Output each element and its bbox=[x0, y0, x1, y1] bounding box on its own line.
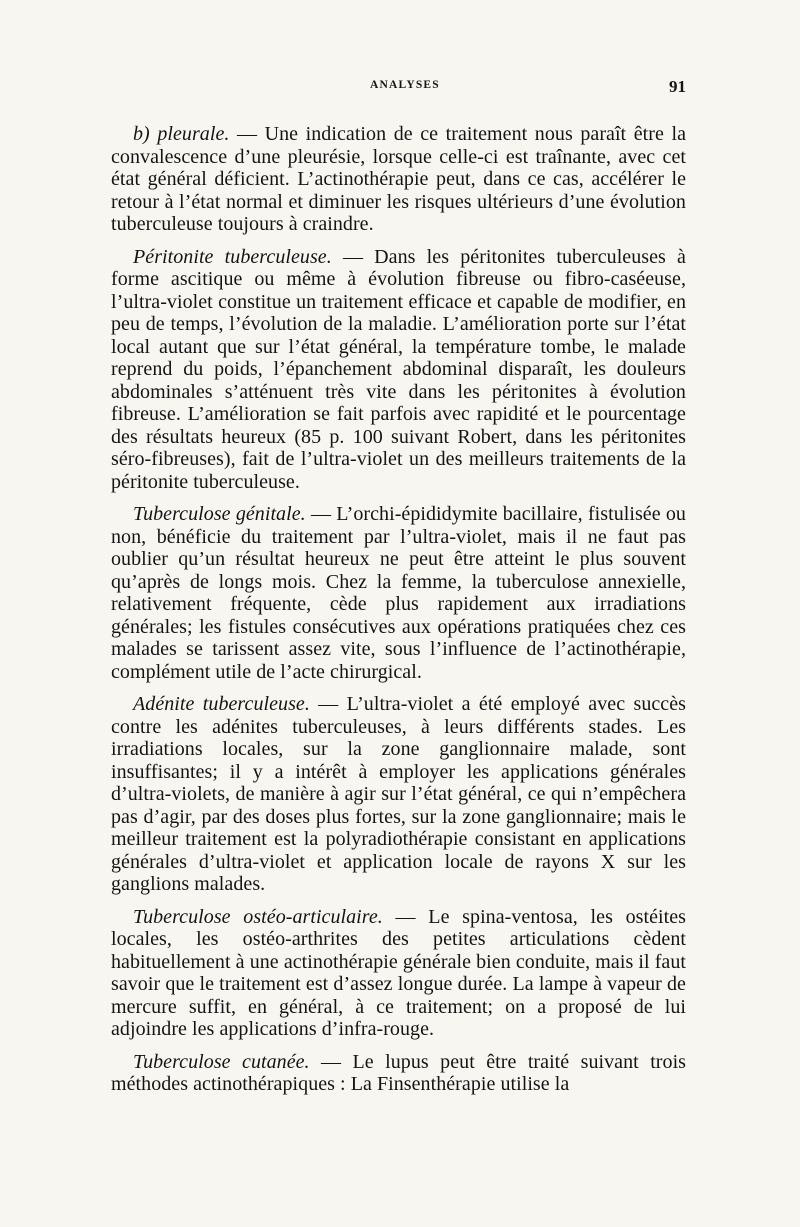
running-head: ANALYSES bbox=[370, 79, 440, 91]
paragraph-text: — Dans les péritonites tuberculeuses à forme ascitique ou même à évolution fibreuse ou fibro-caséeuse, l’ultra-violet constitue un traitement efficace et capable de modifier, en peu de temps, l’évolution de la maladie. L’amélioration porte sur l’état local autant que sur l’état général, la température tombe, le malade reprend du poids, l’épanchement abdominal disparaît, les douleurs abdominales s’atténuent très vite dans les péritonites à évolution fibreuse. L’amélioration se fait parfois avec rapidité et le pourcentage des résultats heureux (85 p. 100 suivant Robert, dans les péritonites séro-fibreuses), fait de l’ultra-violet un des meilleurs traitements de la péritonite tuberculeuse. bbox=[111, 245, 686, 493]
paragraph-text: — Le lupus peut être traité suivant trois méthodes actinothérapiques : La Finsenthérapie utilise la bbox=[111, 1050, 687, 1095]
paragraph-text: — Le spina-ventosa, les ostéites locales, les ostéo-arthrites des petites articulations cèdent habituellement à une actinothérapie générale bien conduite, mais il faut savoir que le traitement est d’assez longue durée. La lampe à vapeur de mercure suffit, en général, à ce traitement; on a proposé de lui adjoindre les applications d’infra-rouge. bbox=[111, 905, 686, 1040]
section-heading: Tuberculose ostéo-articulaire. bbox=[133, 905, 383, 928]
section-heading: Tuberculose génitale. bbox=[133, 503, 306, 525]
page-header bbox=[108, 77, 686, 103]
section-heading: Adénite tuberculeuse. bbox=[133, 693, 310, 715]
section-heading: b) pleurale. bbox=[133, 123, 230, 145]
page-number: 91 bbox=[669, 77, 686, 96]
paragraph-cutanee bbox=[111, 1051, 686, 1096]
paragraph-tuberculose-genitale bbox=[111, 503, 686, 683]
paragraph-osteo-articulaire bbox=[111, 906, 686, 1041]
paragraph-peritonite bbox=[111, 246, 686, 494]
paragraph-pleurale bbox=[111, 123, 686, 236]
section-heading: Péritonite tuberculeuse. bbox=[133, 245, 332, 268]
section-heading: Tuberculose cutanée. bbox=[133, 1050, 310, 1073]
paragraph-adenite bbox=[111, 693, 686, 896]
body-text bbox=[111, 123, 686, 1096]
paragraph-text: — L’orchi-épididymite bacillaire, fistulisée ou non, bénéficie du traitement par l’ultra-violet, mais il ne faut pas oublier qu’un résultat heureux ne peut être atteint le plus souvent qu’après de longs mois. Chez la femme, la tuberculose annexielle, relativement fréquente, cède plus rapidement aux irradiations générales; les fistules consécutives aux opérations pratiquées chez ces malades se tarissent assez vite, sous l’influence de l’actinothérapie, complément utile de l’acte chirurgical. bbox=[111, 503, 686, 683]
paragraph-text: — L’ultra-violet a été employé avec succès contre les adénites tuberculeuses, à leurs différents stades. Les irradiations locales, sur la zone ganglionnaire malade, sont insuffisantes; il y a intérêt à employer les applications générales d’ultra-violets, de manière à agir sur l’état général, ce qui n’empêchera pas d’agir, par des doses plus fortes, sur la zone ganglionnaire; mais le meilleur traitement est la polyradiothérapie consistant en applications générales d’ultra-violet et application locale de rayons X sur les ganglions malades. bbox=[111, 693, 686, 895]
paragraph-text: — Une indication de ce traitement nous paraît être la convalescence d’une pleurésie, lorsque celle-ci est traînante, avec cet état général déficient. L’actinothérapie peut, dans ce cas, accélérer le retour à l’état normal et diminuer les risques ultérieurs d’une évolution tuberculeuse toujours à craindre. bbox=[111, 123, 686, 235]
